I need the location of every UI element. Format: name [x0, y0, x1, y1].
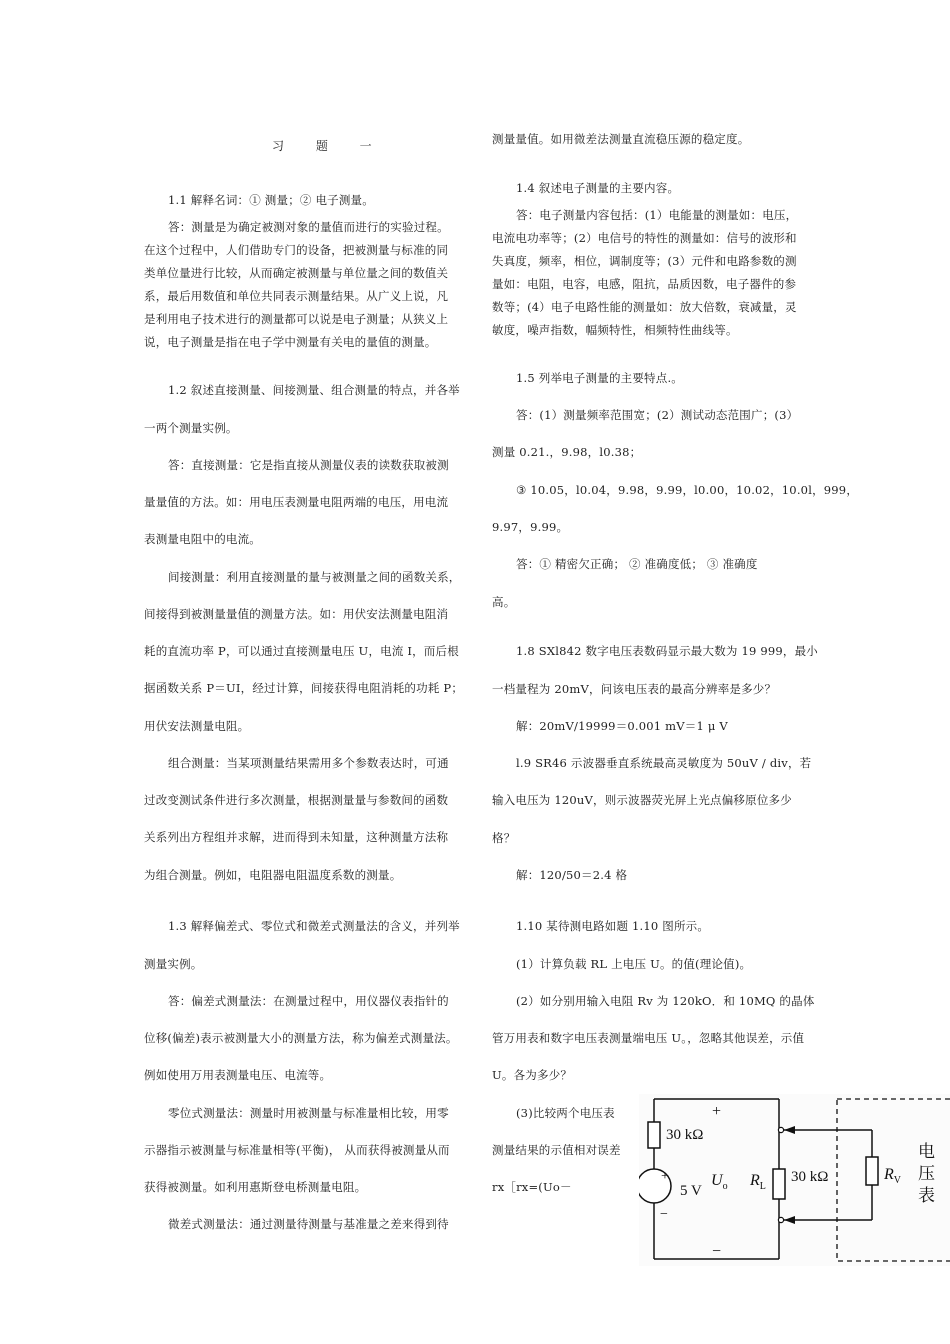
right-text-line: 9.97，9.99。: [492, 520, 569, 534]
rl-value-label: 30 kΩ: [791, 1169, 829, 1185]
left-text-line: 类单位量进行比较，从而确定被测量与单位量之间的数值关: [144, 266, 449, 280]
left-text-line: 一两个测量实例。: [144, 421, 238, 435]
left-text-line: 说，电子测量是指在电子学中测量有关电的量值的测量。: [144, 335, 437, 349]
left-text-line: 答：偏差式测量法：在测量过程中，用仪器仪表指针的: [168, 994, 449, 1008]
right-text-line: 数等；(4）电子电路性能的测量如：放大倍数，衰减量，灵: [492, 300, 797, 314]
left-text-line: 为组合测量。例如，电阻器电阻温度系数的测量。: [144, 868, 402, 882]
right-text-line: 测量结果的示值相对误差: [492, 1143, 621, 1157]
source-minus-label: −: [660, 1207, 668, 1222]
left-text-line: 位移(偏差)表示被测量大小的测量方法，称为偏差式测量法。: [144, 1031, 458, 1045]
right-text-line: (3)比较两个电压表: [516, 1106, 615, 1120]
right-text-line: 失真度，频率，相位，调制度等；(3）元件和电路参数的测: [492, 254, 797, 268]
source-plus-label: +: [661, 1169, 669, 1184]
right-text-line: 输入电压为 120uV，则示波器荧光屏上光点偏移原位多少: [492, 793, 792, 807]
resistor-rv: [866, 1157, 878, 1185]
right-text-line: 1.5 列举电子测量的主要特点.。: [516, 371, 683, 385]
right-text-line: 答：(1）测量频率范围宽；(2）测试动态范围广；(3）: [516, 408, 799, 422]
right-text-line: 解：20mV/19999＝0.001 mV＝1 μ V: [516, 719, 728, 733]
left-text-line: 在这个过程中，人们借助专门的设备，把被测量与标准的同: [144, 243, 449, 257]
left-text-line: 例如使用万用表测量电压、电流等。: [144, 1068, 332, 1082]
right-text-line: 管万用表和数字电压表测量端电压 U。，忽略其他误差，示值: [492, 1031, 805, 1045]
right-text-line: 格？: [492, 831, 516, 845]
left-text-line: 答：测量是为确定被测对象的量值而进行的实验过程。: [168, 220, 449, 234]
right-text-line: 答：电子测量内容包括：(1）电能量的测量如：电压，: [516, 208, 798, 222]
bottom-minus-label: −: [712, 1243, 722, 1260]
left-text-line: 示器指示被测量与标准量相等(平衡)， 从而获得被测量从而: [144, 1143, 450, 1157]
meter-label-2: 压: [918, 1164, 935, 1183]
resistor-r1: [648, 1122, 660, 1148]
left-text-line: 表测量电阻中的电流。: [144, 532, 261, 546]
uo-label: $U_o$: [711, 1172, 728, 1192]
meter-label-1: 电: [918, 1142, 935, 1161]
right-text-line: l.9 SR46 示波器垂直系统最高灵敏度为 50uV / div，若: [516, 756, 812, 770]
terminal-top: [778, 1127, 783, 1132]
left-text-line: 耗的直流功率 P，可以通过直接测量电压 U，电流 I，而后根: [144, 644, 459, 658]
left-text-line: 用伏安法测量电阻。: [144, 719, 250, 733]
source-value-label: 5 V: [680, 1183, 702, 1199]
right-text-line: 一档量程为 20mV，问该电压表的最高分辨率是多少？: [492, 682, 777, 696]
top-plus-label: +: [712, 1103, 722, 1120]
left-text-line: 过改变测试条件进行多次测量，根据测量量与参数间的函数: [144, 793, 449, 807]
right-text-line: 电流电功率等；(2）电信号的特性的测量如：信号的波形和: [492, 231, 797, 245]
rl-label: $R_L$: [750, 1172, 766, 1192]
left-text-line: 答：直接测量：它是指直接从测量仪表的读数获取被测: [168, 458, 449, 472]
right-text-line: (2）如分别用输入电阻 Rv 为 120kO．和 10MQ 的晶体: [516, 994, 815, 1008]
left-text-line: 系，最后用数值和单位共同表示测量结果。从广义上说，凡: [144, 289, 449, 303]
right-text-line: 量如：电阻，电容，电感，阻抗，品质因数，电子器件的参: [492, 277, 797, 291]
left-text-line: 是利用电子技术进行的测量都可以说是电子测量；从狭义上: [144, 312, 449, 326]
left-text-line: 测量实例。: [144, 957, 203, 971]
left-text-line: 量量值的方法。如：用电压表测量电阻两端的电压，用电流: [144, 495, 449, 509]
right-text-line: ③ 10.05，l0.04，9.98，9.99，l0.00，10.02，10.0l，999，: [516, 483, 859, 497]
left-text-line: 据函数关系 P＝UI，经过计算，间接获得电阻消耗的功耗 P；: [144, 681, 464, 695]
right-text-line: 测量 0.21.，9.98，l0.38；: [492, 445, 642, 459]
left-text-line: 零位式测量法：测量时用被测量与标准量相比较，用零: [168, 1106, 449, 1120]
meter-label-3: 表: [918, 1186, 935, 1205]
left-text-line: 间接测量：利用直接测量的量与被测量之间的函数关系，: [168, 570, 461, 584]
left-text-line: 获得被测量。如利用惠斯登电桥测量电阻。: [144, 1180, 367, 1194]
left-text-line: 1.3 解释偏差式、零位式和微差式测量法的含义，并列举: [168, 919, 460, 933]
right-text-line: 1.4 叙述电子测量的主要内容。: [516, 181, 680, 195]
r1-label: 30 kΩ: [666, 1127, 704, 1143]
left-text-line: 微差式测量法：通过测量待测量与基准量之差来得到待: [168, 1217, 449, 1231]
right-text-line: U。各为多少？: [492, 1068, 573, 1082]
left-text-line: 间接得到被测量量值的测量方法。如：用伏安法测量电阻消: [144, 607, 449, 621]
right-text-line: 测量量值。如用微差法测量直流稳压源的稳定度。: [492, 132, 750, 146]
left-text-line: 1.2 叙述直接测量、间接测量、组合测量的特点，并各举: [168, 383, 460, 397]
resistor-rl: [773, 1169, 785, 1199]
left-text-line: 1.1 解释名词：① 测量；② 电子测量。: [168, 193, 374, 207]
terminal-bottom: [778, 1217, 783, 1222]
right-text-line: 高。: [492, 595, 516, 609]
right-text-line: 1.10 某待测电路如题 1.10 图所示。: [516, 919, 710, 933]
rv-label: $R_V$: [884, 1166, 902, 1186]
right-text-line: 解：120/50＝2.4 格: [516, 868, 628, 882]
right-text-line: (1）计算负载 RL 上电压 U。的值(理论值)。: [516, 957, 752, 971]
page-title: 习 题 一: [272, 139, 386, 153]
right-text-line: 1.8 SXl842 数字电压表数码显示最大数为 19 999，最小: [516, 644, 818, 658]
left-text-line: 关系列出方程组并求解，进而得到未知量，这种测量方法称: [144, 830, 449, 844]
left-text-line: 组合测量：当某项测量结果需用多个参数表达时，可通: [168, 756, 449, 770]
right-text-line: 敏度，噪声指数，幅频特性，相频特性曲线等。: [492, 323, 738, 337]
circuit-diagram: [639, 1094, 950, 1266]
right-text-line: 答：① 精密欠正确； ② 准确度低； ③ 准确度: [516, 557, 758, 571]
right-text-line: rx［rx=(Uo－: [492, 1180, 572, 1194]
